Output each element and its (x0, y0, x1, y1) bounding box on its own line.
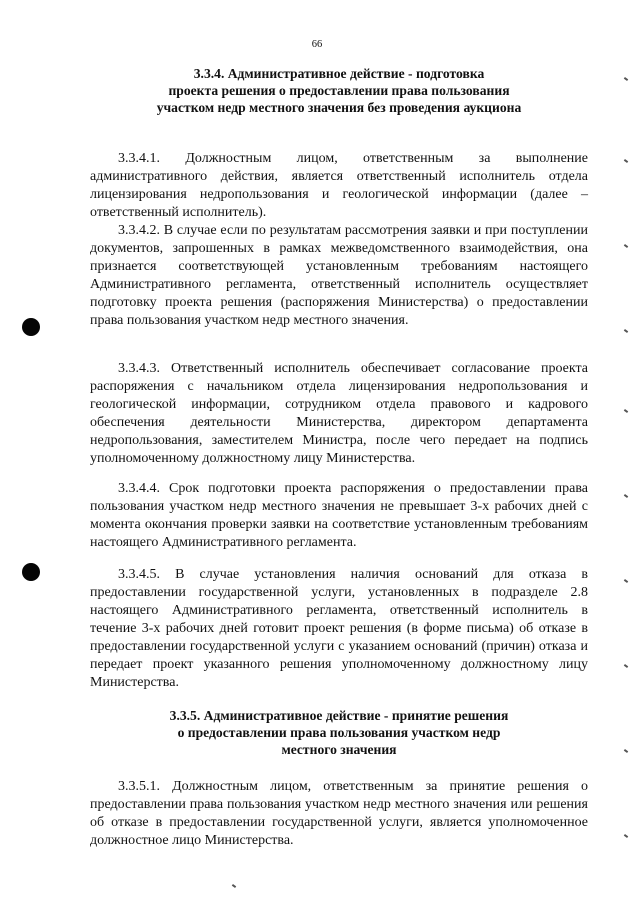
scan-mark-icon (624, 579, 628, 583)
punch-hole-icon (22, 318, 40, 336)
paragraph-3-3-4-2: 3.3.4.2. В случае если по результатам рассмотрения заявки и при поступлении документов, запрошенных в рамках межведомственного взаимодействия, она признается соответствующей установленным требованиям настоящего Административного регламента, ответственный исполнитель осуществляет подготовку проекта решения (распоряжения Министерства) о предоставлении права пользования участком недр местного значения. (90, 223, 588, 328)
heading-line: 3.3.4. Административное действие - подготовка (193, 66, 485, 81)
paragraph-3-3-4-1: 3.3.4.1. Должностным лицом, ответственным за выполнение административного действия, является ответственный исполнитель отдела лицензирования недропользования и геологической информации (далее – ответственный исполнитель). (90, 151, 588, 220)
scan-mark-icon (624, 244, 628, 248)
scan-mark-icon (624, 749, 628, 753)
heading-line: о предоставлении права пользования участком недр (177, 725, 501, 740)
scan-mark-icon (624, 77, 628, 81)
heading-line: участком недр местного значения без проведения аукциона (156, 100, 522, 115)
scan-mark-icon (624, 494, 628, 498)
scan-mark-icon (624, 159, 628, 163)
scan-mark-icon (624, 664, 628, 668)
paragraph-3-3-4-3: 3.3.4.3. Ответственный исполнитель обеспечивает согласование проекта распоряжения с начальником отдела лицензирования недропользования и геологической информации, сотрудником отдела правового и кадрового обеспечения деятельности Министерства, директором департамента недропользования, заместителем Министра, после чего передает на подпись уполномоченному должностному лицу Министерства. (90, 361, 588, 466)
scan-mark-icon (624, 329, 628, 333)
paragraph-3-3-4-5: 3.3.4.5. В случае установления наличия оснований для отказа в предоставлении государственной услуги, установленных в подразделе 2.8 настоящего Административного регламента, ответственный исполнитель в течение 3-х рабочих дней готовит проект решения (в форме письма) об отказе в предоставлении государственной услуги с указанием оснований (причин) отказа и передает проект указанного решения уполномоченному должностному лицу Министерства. (90, 567, 588, 690)
heading-line: местного значения (281, 742, 397, 757)
heading-line: 3.3.5. Административное действие - принятие решения (169, 708, 509, 723)
section-3-3-5-heading (90, 707, 588, 758)
page-number: 66 (311, 39, 323, 50)
punch-hole-icon (22, 563, 40, 581)
heading-line: проекта решения о предоставлении права пользования (168, 83, 510, 98)
scan-mark-icon (624, 409, 628, 413)
scan-mark-icon (232, 884, 236, 888)
paragraph-3-3-4-4: 3.3.4.4. Срок подготовки проекта распоряжения о предоставлении права пользования участком недр местного значения не превышает 3-х рабочих дней с момента окончания проверки заявки на соответствие установленным требованиям настоящего Административного регламента. (90, 481, 588, 550)
paragraph-3-3-5-1: 3.3.5.1. Должностным лицом, ответственным за принятие решения о предоставлении права пользования участком недр местного значения или решения об отказе в предоставлении государственной услуги, является уполномоченное должностное лицо Министерства. (90, 779, 588, 848)
scan-mark-icon (624, 834, 628, 838)
section-3-3-4-heading (90, 65, 588, 116)
